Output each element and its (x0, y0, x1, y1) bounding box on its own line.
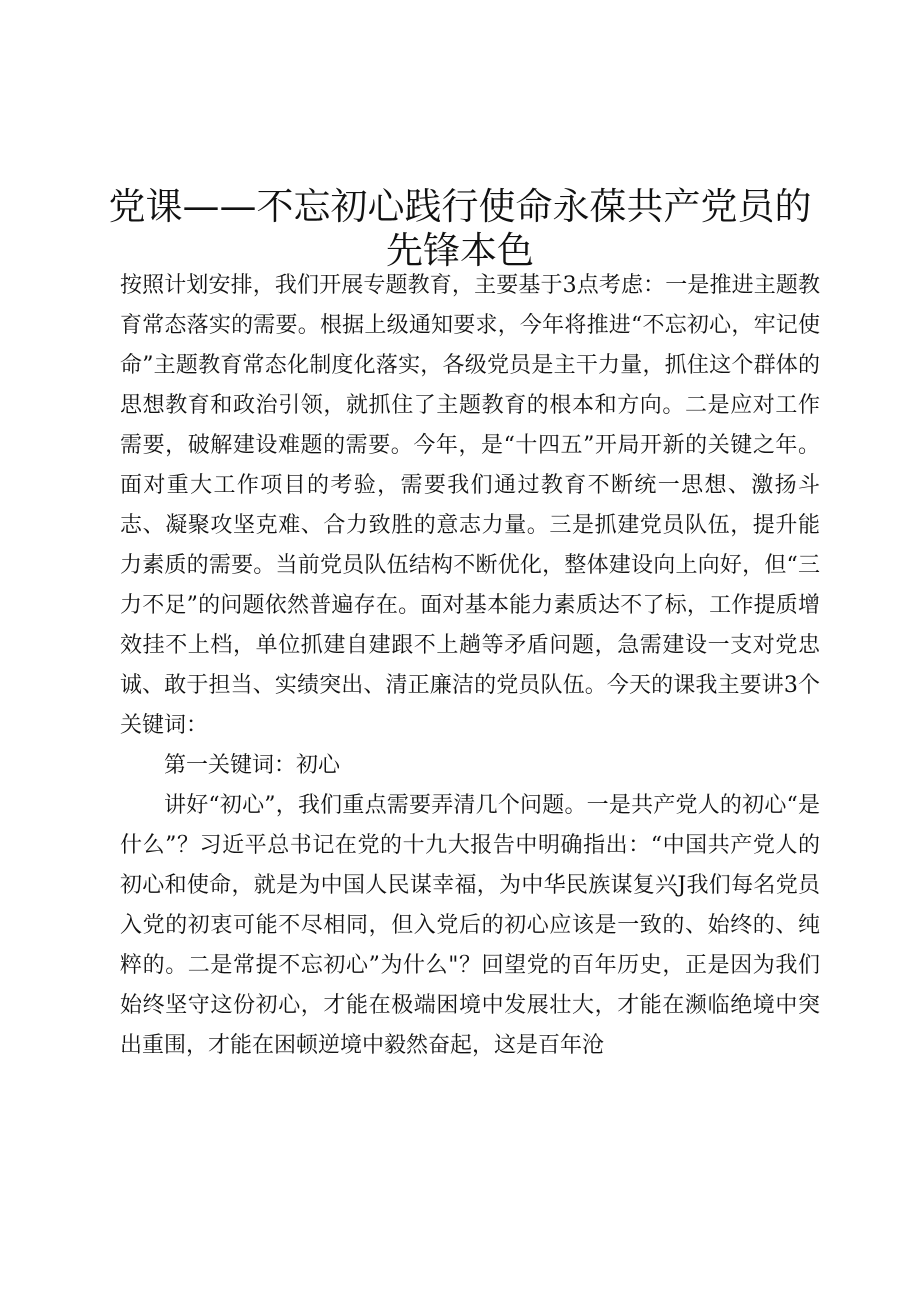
paragraph-intro: 按照计划安排，我们开展专题教育，主要基于3点考虑：一是推进主题教育常态落实的需要。根据上级通知要求，今年将推进“不忘初心，牢记使命”主题教育常态化制度化落实，各级党员是主干力量，抓住这个群体的思想教育和政治引领，就抓住了主题教育的根本和方向。二是应对工作需要，破解建设难题的需要。今年，是“十四五”开局开新的关键之年。面对重大工作项目的考验，需要我们通过教育不断统一思想、激扬斗志、凝聚攻坚克难、合力致胜的意志力量。三是抓建党员队伍，提升能力素质的需要。当前党员队伍结构不断优化，整体建设向上向好，但“三力不足”的问题依然普遍存在。面对基本能力素质达不了标，工作提质增效挂不上档，单位抓建自建跟不上趟等矛盾问题，急需建设一支对党忠诚、敢于担当、实绩突出、清正廉洁的党员队伍。今天的课我主要讲3个关键词： (120, 273, 820, 738)
section-heading-keyword-1: 第一关键词：初心 (164, 753, 341, 778)
document-title: 党课——不忘初心践行使命永葆共产党员的先锋本色 (108, 184, 812, 272)
document-body (120, 266, 820, 1066)
paragraph-keyword-1: 讲好“初心”，我们重点需要弄清几个问题。一是共产党人的初心“是什么”？习近平总书记在党的十九大报告中明确指出：“中国共产党人的初心和使命，就是为中国人民谋幸福，为中华民族谋复兴J我们每名党员入党的初衷可能不尽相同，但入党后的初心应该是一致的、始终的、纯粹的。二是常提不忘初心”为什么"？回望党的百年历史，正是因为我们始终坚守这份初心，才能在极端困境中发展壮大，才能在濒临绝境中突出重围，才能在困顿逆境中毅然奋起，这是百年沧 (120, 793, 820, 1058)
